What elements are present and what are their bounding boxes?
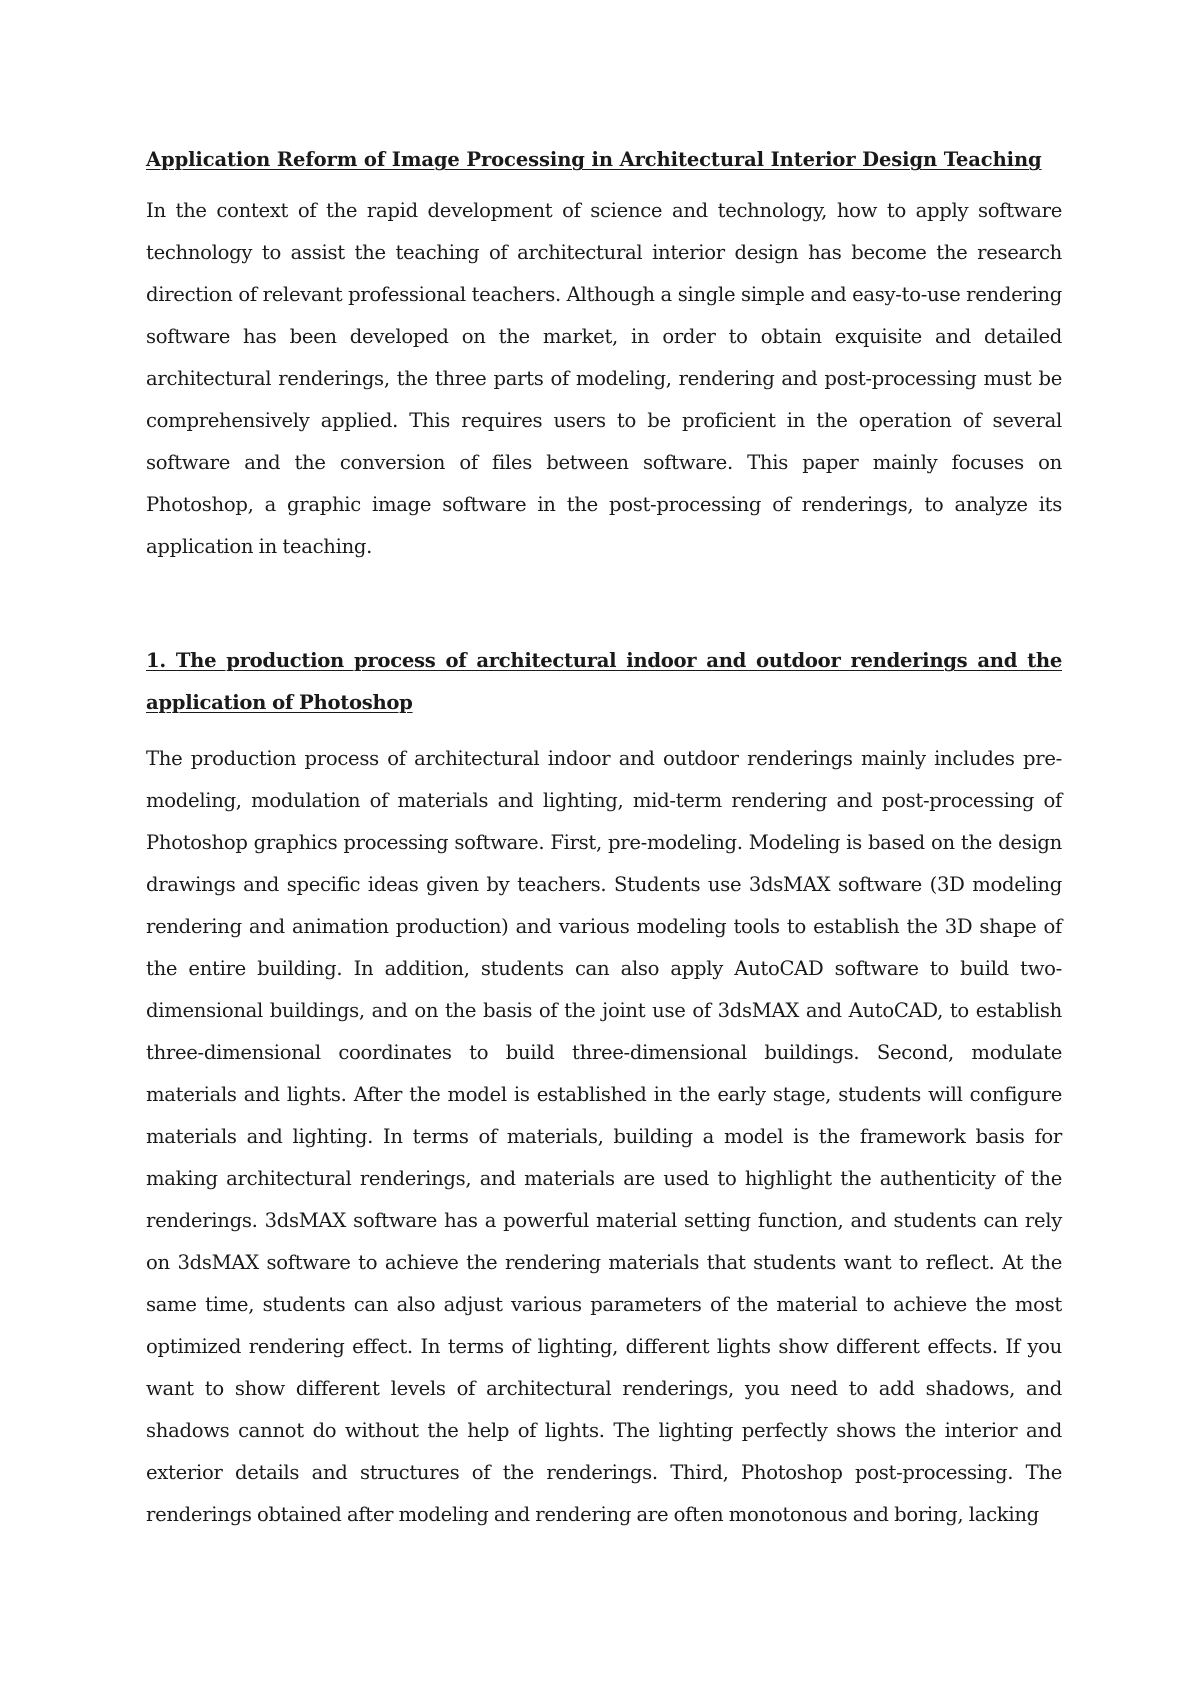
intro-paragraph: In the context of the rapid development of science and technology, how to apply software technology to assist the teaching of architectural interior design has become the research direction of relevant professional teachers. Although a single simple and easy-to-use rendering software has been developed on the market, in order to obtain exquisite and detailed architectural renderings, the three parts of modeling, rendering and post-processing must be comprehensively applied. This requires users to be proficient in the operation of several software and the conversion of files between software. This paper mainly focuses on Photoshop, a graphic image software in the post-processing of renderings, to analyze its application in teaching.: [146, 199, 1062, 558]
section-1-heading: 1. The production process of architectural indoor and outdoor renderings and the application of Photoshop: [146, 649, 1062, 714]
document-page: [146, 142, 1062, 1536]
document-title: Application Reform of Image Processing in Architectural Interior Design Teaching: [146, 148, 1042, 171]
section-1-paragraph: The production process of architectural indoor and outdoor renderings mainly includes pre-modeling, modulation of materials and lighting, mid-term rendering and post-processing of Photoshop graphics processing software. First, pre-modeling. Modeling is based on the design drawings and specific ideas given by teachers. Students use 3dsMAX software (3D modeling rendering and animation production) and various modeling tools to establish the 3D shape of the entire building. In addition, students can also apply AutoCAD software to build two-dimensional buildings, and on the basis of the joint use of 3dsMAX and AutoCAD, to establish three-dimensional coordinates to build three-dimensional buildings. Second, modulate materials and lights. After the model is established in the early stage, students will configure materials and lighting. In terms of materials, building a model is the framework basis for making architectural renderings, and materials are used to highlight the authenticity of the renderings. 3dsMAX software has a powerful material setting function, and students can rely on 3dsMAX software to achieve the rendering materials that students want to reflect. At the same time, students can also adjust various parameters of the material to achieve the most optimized rendering effect. In terms of lighting, different lights show different effects. If you want to show different levels of architectural renderings, you need to add shadows, and shadows cannot do without the help of lights. The lighting perfectly shows the interior and exterior details and structures of the renderings. Third, Photoshop post-processing. The renderings obtained after modeling and rendering are often monotonous and boring, lacking: [146, 747, 1062, 1526]
